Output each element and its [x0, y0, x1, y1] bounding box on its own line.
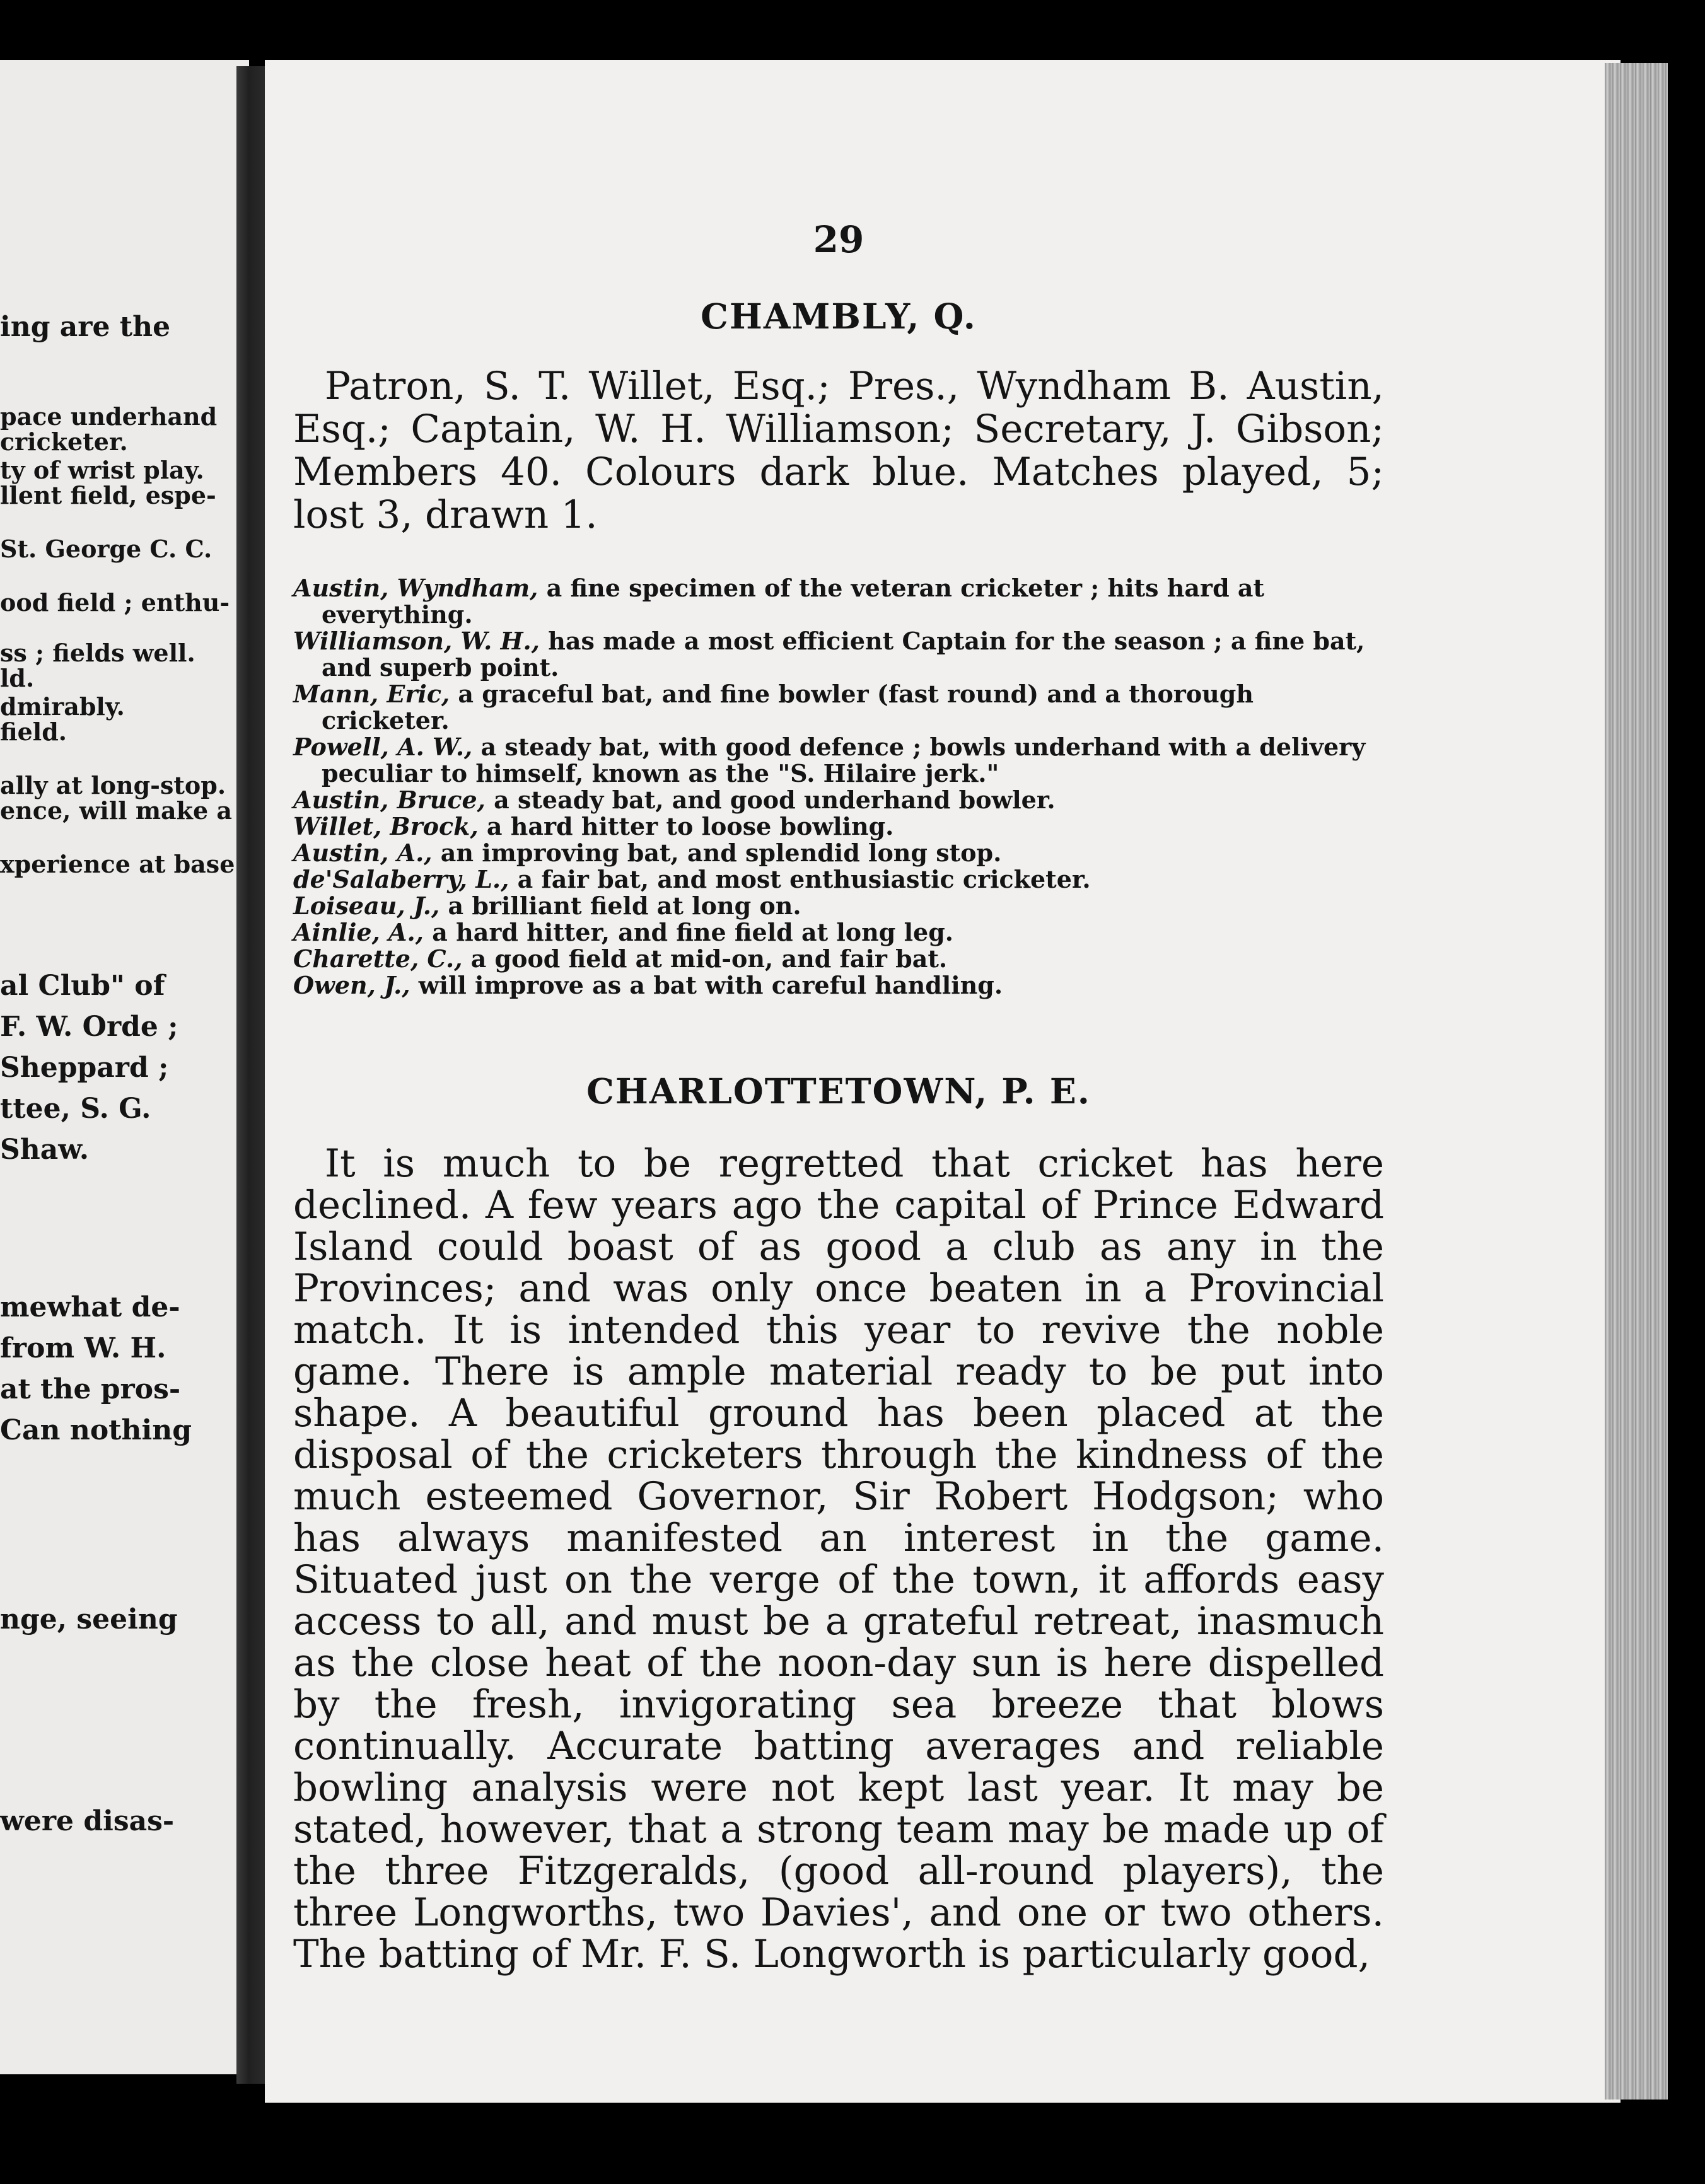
player-entry	[293, 866, 1384, 893]
player-name: Ainlie, A.,	[293, 918, 424, 946]
player-name: Loiseau, J.,	[293, 892, 440, 920]
left-page-line: Sheppard ;	[0, 1052, 169, 1084]
player-name: Powell, A. W.,	[293, 733, 473, 761]
player-list	[293, 575, 1384, 999]
left-page-line: ld.	[0, 664, 35, 692]
left-page-line: ence, will make a	[0, 796, 233, 825]
player-description: a brilliant field at long on.	[439, 892, 801, 920]
player-entry	[293, 628, 1384, 681]
left-page-line: ing are the	[0, 311, 171, 343]
left-page-line: ttee, S. G.	[0, 1093, 151, 1125]
left-page-line: ood field ; enthu-	[0, 588, 230, 617]
player-description: a fair bat, and most enthusiastic cricketer.	[509, 865, 1091, 893]
player-entry	[293, 681, 1384, 734]
left-page-line: at the pros-	[0, 1373, 181, 1405]
player-name: Willet, Brock,	[293, 812, 479, 840]
player-description: will improve as a bat with careful handling.	[410, 971, 1003, 999]
page-content	[293, 218, 1384, 2014]
left-page-line: were disas-	[0, 1805, 175, 1837]
player-entry	[293, 813, 1384, 840]
book-gutter	[236, 66, 267, 2084]
left-page-fragment	[0, 60, 249, 2074]
player-name: Austin, A.,	[293, 839, 433, 867]
player-description: a good field at mid-on, and fair bat.	[462, 944, 948, 973]
player-name: Charette, C.,	[293, 944, 463, 973]
player-name: Austin, Bruce,	[293, 786, 486, 814]
player-description: a hard hitter, and fine field at long leg.	[424, 918, 953, 946]
section-title-charlottetown: CHARLOTTETOWN, P. E.	[586, 1071, 1091, 1112]
left-page-line: Can nothing	[0, 1414, 192, 1446]
left-page-line: Shaw.	[0, 1134, 90, 1166]
left-page-line: mewhat de-	[0, 1291, 180, 1323]
left-page-line: from W. H.	[0, 1332, 166, 1364]
player-entry	[293, 946, 1384, 972]
left-page-line: llent field, espe-	[0, 481, 216, 509]
left-page-line: al Club" of	[0, 970, 165, 1002]
player-entry	[293, 787, 1384, 813]
page-edge	[1605, 63, 1668, 2100]
player-description: a steady bat, and good underhand bowler.	[485, 786, 1056, 814]
left-page-line: dmirably.	[0, 692, 125, 721]
left-page-line: xperience at base	[0, 850, 235, 878]
section-title-chambly: CHAMBLY, Q.	[701, 296, 977, 337]
charlottetown-text: It is much to be regretted that cricket has here declined. A few years ago the capital of Prince Edward Island could boast of as good a club as any in the Provinces; and was only once beaten in a Provincial match. It is intended this year to revive the noble game. There is ample material ready to be put into shape. A beautiful ground has been placed at the disposal of the cricketers through the kindness of the much esteemed Governor, Sir Robert Hodgson; who has always manifested an interest in the game. Situated just on the verge of the town, it affords easy access to all, and must be a grateful retreat, inasmuch as the close heat of the noon-day sun is here dispelled by the fresh, invigorating sea breeze that blows continually. Accurate batting averages and reliable bowling analysis were not kept last year. It may be stated, however, that a strong team may be made up of the three Fitzgeralds, (good all-round players), the three Longworths, two Davies', and one or two others. The batting of Mr. F. S. Longworth is particularly good,	[293, 1141, 1384, 1977]
player-name: Owen, J.,	[293, 971, 410, 999]
player-entry	[293, 919, 1384, 946]
player-entry	[293, 840, 1384, 866]
player-description: a graceful bat, and fine bowler (fast round) and a thorough cricketer.	[322, 680, 1254, 735]
left-page-line: ty of wrist play.	[0, 456, 204, 484]
player-description: a steady bat, with good defence ; bowls underhand with a delivery peculiar to himself, known as the "S. Hilaire jerk."	[322, 733, 1366, 787]
player-entry	[293, 972, 1384, 999]
player-name: Williamson, W. H.,	[293, 627, 540, 655]
player-name: Mann, Eric,	[293, 680, 450, 708]
player-description: a hard hitter to loose bowling.	[478, 812, 894, 840]
left-page-line: ally at long-stop.	[0, 771, 226, 799]
left-page-line: pace underhand	[0, 402, 218, 431]
player-description: has made a most efficient Captain for the season ; a fine bat, and superb point.	[322, 627, 1365, 682]
player-description: a fine specimen of the veteran cricketer ; hits hard at everything.	[322, 574, 1265, 629]
left-page-line: F. W. Orde ;	[0, 1011, 178, 1043]
left-page-line: nge, seeing	[0, 1603, 178, 1635]
left-page-line: cricketer.	[0, 427, 128, 456]
player-description: an improving bat, and splendid long stop.	[432, 839, 1002, 867]
player-entry	[293, 734, 1384, 787]
player-name: de'Salaberry, L.,	[293, 865, 509, 893]
left-page-line: ss ; fields well.	[0, 639, 195, 667]
player-entry	[293, 575, 1384, 628]
left-page-line: field.	[0, 717, 67, 746]
player-entry	[293, 893, 1384, 919]
left-page-line: St. George C. C.	[0, 535, 212, 563]
page-number: 29	[813, 218, 864, 261]
player-name: Austin, Wyndham,	[293, 574, 538, 602]
club-officers: Patron, S. T. Willet, Esq.; Pres., Wyndham B. Austin, Esq.; Captain, W. H. Williamson; Secretary, J. Gibson; Members 40. Colours dark blue. Matches played, 5; lost 3, drawn 1.	[293, 364, 1384, 537]
